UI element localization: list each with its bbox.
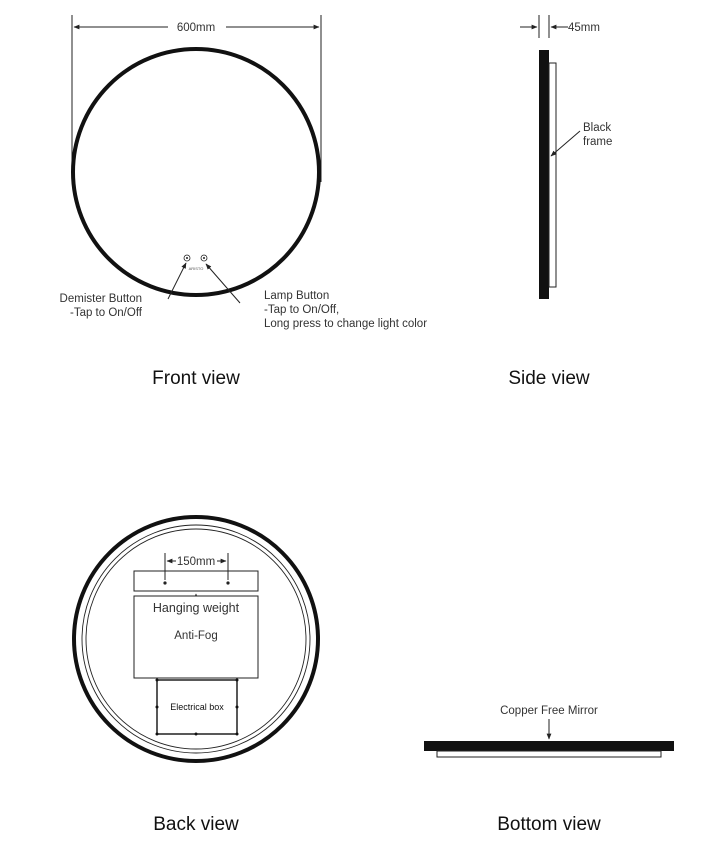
hanging-hole-left (163, 581, 166, 584)
bottom-backing-profile (437, 751, 661, 757)
bottom-view (424, 705, 674, 835)
front-view-title: Front view (152, 368, 240, 389)
hanging-weight-label: Hanging weight (152, 601, 240, 615)
back-view-title: Back view (153, 814, 239, 835)
electrical-box-screw-tl (156, 679, 159, 682)
demister-action: -Tap to On/Off (69, 307, 142, 319)
electrical-box-screw-tr (236, 679, 239, 682)
width-dimension-label: 600mm (176, 22, 216, 34)
bottom-view-title: Bottom view (497, 814, 601, 835)
electrical-box-screw-bm (195, 733, 198, 736)
lamp-leader (206, 264, 240, 303)
frame-label-line1: Black (583, 122, 612, 134)
anti-fog-label: Anti-Fog (174, 630, 218, 642)
lamp-button-dot (203, 257, 205, 259)
electrical-box-screw-mr (236, 706, 239, 709)
lamp-action: -Tap to On/Off, (264, 304, 340, 316)
front-view (60, 15, 428, 389)
lamp-extra: Long press to change light color (264, 318, 428, 330)
side-view-title: Side view (508, 368, 590, 389)
demister-label: Demister Button (59, 293, 142, 305)
frame-label-line2: frame (583, 136, 613, 148)
electrical-box-screw-ml (156, 706, 159, 709)
mirror-outline (73, 49, 319, 295)
black-frame-profile (539, 50, 549, 299)
hanging-bracket (134, 571, 258, 591)
copper-free-mirror-label: Copper Free Mirror (500, 705, 598, 717)
back-view (74, 517, 318, 835)
demister-button-dot (186, 257, 188, 259)
lamp-label: Lamp Button (264, 290, 330, 302)
bottom-frame-profile (424, 741, 674, 751)
electrical-box-screw-br (236, 733, 239, 736)
electrical-box-screw-bl (156, 733, 159, 736)
mirror-backing-profile (549, 63, 556, 287)
brand-label: ARISTO (188, 266, 204, 271)
frame-leader (551, 131, 580, 156)
depth-dimension-label: 45mm (568, 22, 600, 34)
spacing-dimension-label: 150mm (176, 556, 216, 568)
electrical-box-label: Electrical box (170, 702, 224, 712)
side-view (508, 15, 612, 389)
hanging-hole-right (226, 581, 229, 584)
